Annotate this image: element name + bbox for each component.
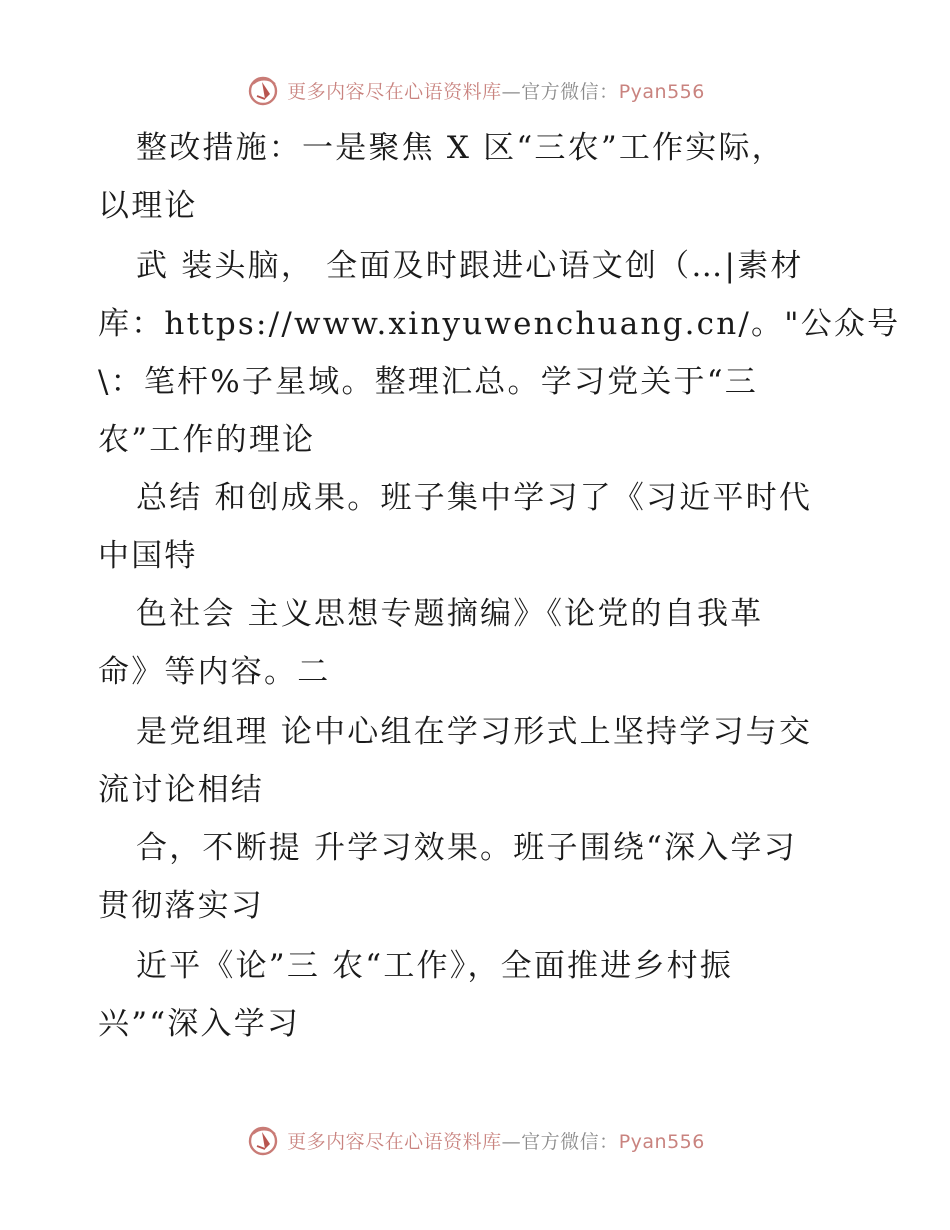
footer-watermark [0,1122,950,1158]
text-line: 整改措施：一是聚焦 X 区“三农”工作实际， [136,130,785,166]
watermark-text: 更多内容尽在心语资料库—官方微信：Pyan556 [287,1130,705,1153]
text-line: 兴”“深入学习 [98,1006,301,1042]
header-watermark [0,72,950,108]
text-line: \：笔杆%子星域。整理汇总。学习党关于“三 [98,364,758,400]
text-line: 是党组理 论中心组在学习形式上坚持学习与交 [136,714,813,750]
text-line: 贯彻落实习 [98,888,264,924]
text-line: 农”工作的理论 [98,422,316,458]
text-line: 色社会 主义思想专题摘编》《论党的自我革 [136,596,764,632]
pen-nib-circle-icon [245,72,281,108]
text-line: 命》等内容。二 [98,654,331,690]
text-line: 中国特 [98,538,198,574]
text-line: 流讨论相结 [98,772,264,808]
text-line: 武 装头脑， 全面及时跟进心语文创（…|素材 [136,248,804,284]
text-line: 合，不断提 升学习效果。班子围绕“深入学习 [136,830,797,866]
text-line: 库：https://www.xinyuwenchuang.cn/。"公众号 [98,306,901,342]
text-line: 近平《论”三 农“工作》，全面推进乡村振 [136,948,734,984]
pen-nib-circle-icon [245,1122,281,1158]
text-line: 以理论 [98,188,198,224]
text-line: 总结 和创成果。班子集中学习了《习近平时代 [136,480,813,516]
watermark-text: 更多内容尽在心语资料库—官方微信：Pyan556 [287,80,705,103]
